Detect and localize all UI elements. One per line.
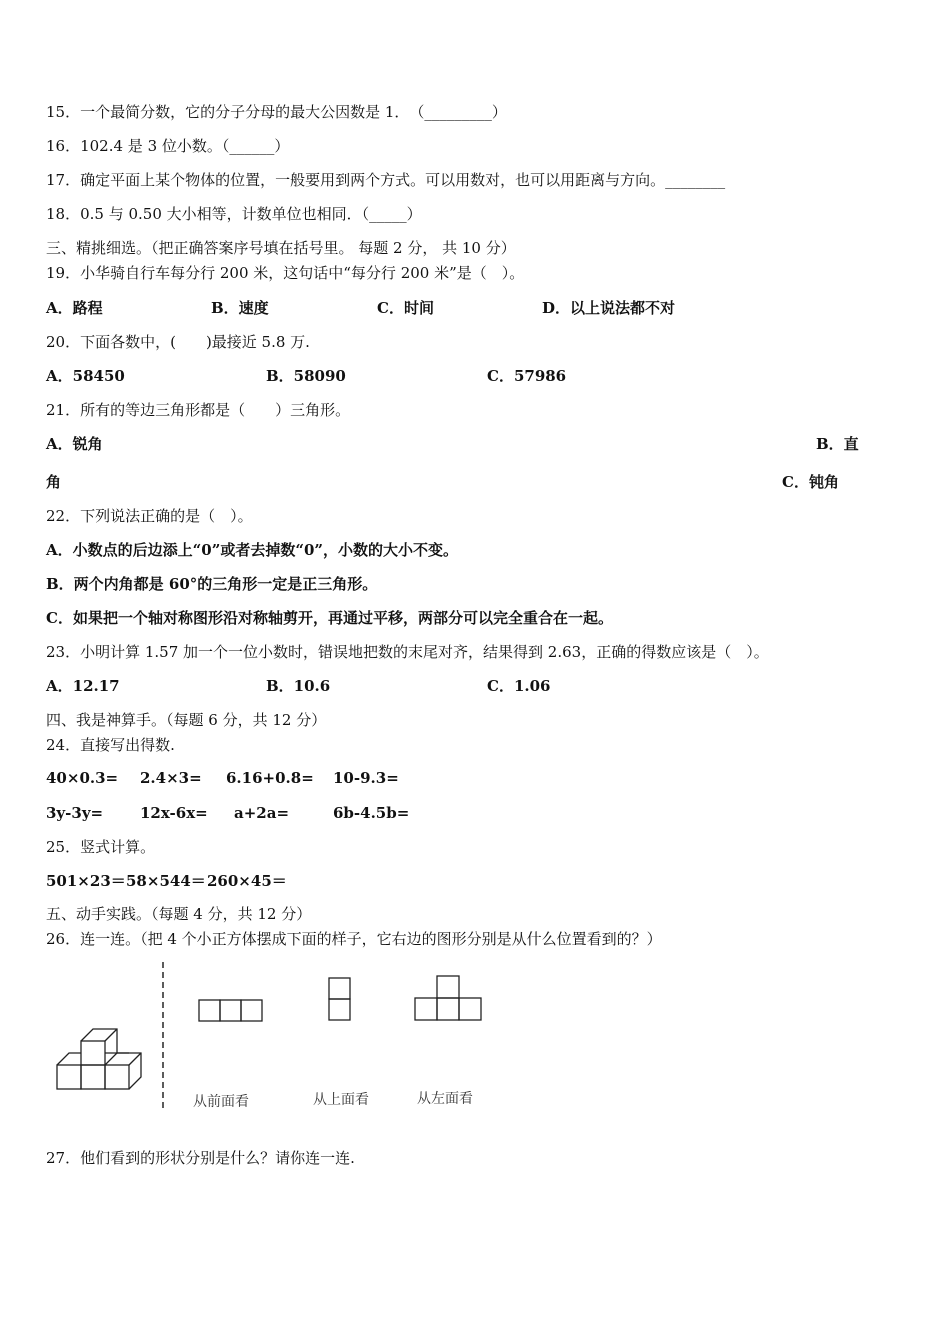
q24-expr: 10-9.3= [333, 769, 399, 787]
q24-expr: 12x-6x= [140, 804, 208, 822]
section-5-heading: 五、动手实践。（每题 4 分，共 12 分） [46, 905, 312, 923]
q23-option-a: A．12.17 [46, 677, 120, 695]
question-25: 25．竖式计算。 [46, 838, 156, 856]
q21-option-c: C．钝角 [782, 473, 839, 491]
q24-expr: 40×0.3= [46, 769, 119, 787]
question-20: 20．下面各数中，( )最接近 5.8 万. [46, 333, 310, 351]
q19-option-d: D．以上说法都不对 [542, 299, 676, 317]
q23-option-c: C．1.06 [487, 677, 551, 695]
q21-option-b-continued: 角 [46, 473, 62, 491]
q22-option-a: A．小数点的后边添上“0”或者去掉数“0”，小数的大小不变。 [46, 541, 459, 559]
q25-expr: 260×45＝ [207, 872, 287, 890]
q22-option-c: C．如果把一个轴对称图形沿对称轴剪开，再通过平移，两部分可以完全重合在一起。 [46, 609, 613, 627]
question-27: 27．他们看到的形状分别是什么？请你连一连. [46, 1149, 355, 1167]
cube-views-figure [45, 960, 505, 1120]
question-24: 24．直接写出得数. [46, 736, 175, 754]
front-view-caption: 从前面看 [193, 1094, 249, 1110]
question-21: 21．所有的等边三角形都是（ ）三角形。 [46, 401, 351, 419]
question-15: 15．一个最简分数，它的分子分母的最大公因数是 1． （_________） [46, 103, 507, 121]
question-17: 17．确定平面上某个物体的位置，一般要用到两个方式。可以用数对，也可以用距离与方向。________ [46, 171, 726, 189]
q25-expr: 501×23＝ [46, 872, 126, 890]
q20-option-b: B．58090 [266, 367, 346, 385]
section-3-heading: 三、精挑细选。（把正确答案序号填在括号里。 每题 2 分， 共 10 分） [46, 239, 516, 257]
q21-option-a: A．锐角 [46, 435, 103, 453]
q19-option-c: C．时间 [377, 299, 434, 317]
section-4-heading: 四、我是神算手。（每题 6 分，共 12 分） [46, 711, 327, 729]
top-view-caption: 从上面看 [313, 1092, 369, 1108]
question-26: 26．连一连。（把 4 个小正方体摆成下面的样子，它右边的图形分别是从什么位置看到的？） [46, 930, 662, 948]
q24-expr: 2.4×3= [140, 769, 202, 787]
question-23: 23．小明计算 1.57 加一个一位小数时，错误地把数的末尾对齐，结果得到 2.63，正确的得数应该是（ ）。 [46, 643, 769, 661]
q22-option-b: B．两个内角都是 60°的三角形一定是正三角形。 [46, 575, 378, 593]
question-19: 19．小华骑自行车每分行 200 米，这句话中“每分行 200 米”是（ ）。 [46, 264, 525, 282]
question-18: 18．0.5 与 0.50 大小相等，计数单位也相同．（_____） [46, 205, 422, 223]
q25-expr: 58×544＝ [126, 872, 206, 890]
q19-option-a: A．路程 [46, 299, 103, 317]
q24-expr: a+2a= [234, 804, 290, 822]
q20-option-c: C．57986 [487, 367, 567, 385]
left-view-caption: 从左面看 [417, 1091, 473, 1107]
q23-option-b: B．10.6 [266, 677, 331, 695]
q19-option-b: B．速度 [211, 299, 269, 317]
q24-expr: 3y-3y= [46, 804, 104, 822]
q21-option-b: B．直 [816, 435, 859, 453]
question-22: 22．下列说法正确的是（ ）。 [46, 507, 253, 525]
q20-option-a: A．58450 [46, 367, 125, 385]
question-16: 16．102.4 是 3 位小数。（______） [46, 137, 290, 155]
q24-expr: 6.16+0.8= [226, 769, 314, 787]
q24-expr: 6b-4.5b= [333, 804, 410, 822]
